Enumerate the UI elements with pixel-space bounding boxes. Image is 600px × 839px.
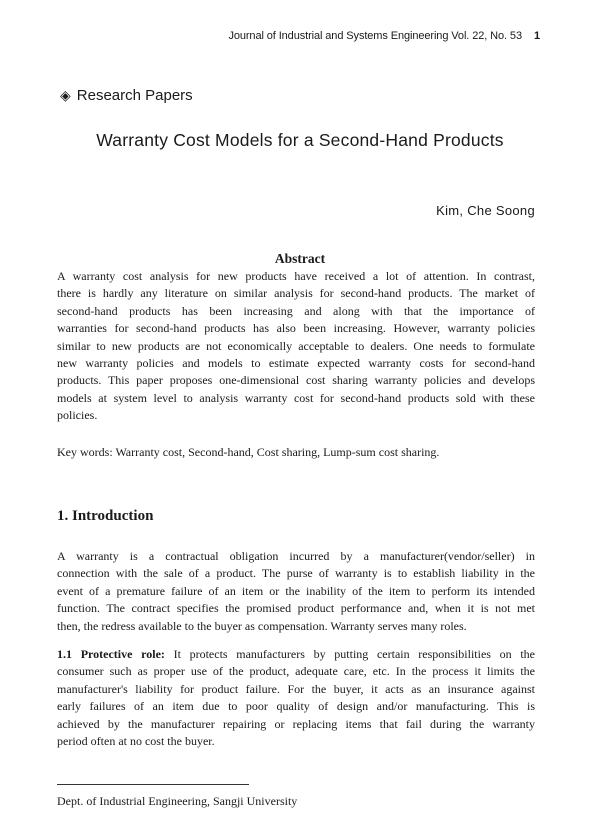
protective-role-line xyxy=(57,646,535,663)
abstract-line: policies. xyxy=(57,408,98,423)
section-label-text: Research Papers xyxy=(76,87,193,104)
introduction-line: connection with the sale of a product. The purse of warranty is to establish liability in the xyxy=(57,566,535,581)
protective-role-first-line: It protects manufacturers by putting certain responsibilities on the xyxy=(164,647,535,661)
protective-role-lead: 1.1 Protective role: xyxy=(57,647,165,661)
abstract-line: products. This paper proposes one-dimensional cost sharing warranty policies and develops xyxy=(57,373,535,388)
running-header xyxy=(220,30,540,42)
abstract-line: new warranty policies and models to estimate expected warranty costs for second-hand xyxy=(57,356,535,371)
abstract-line: A warranty cost analysis for new products have received a lot of attention. In contrast, xyxy=(57,269,535,283)
introduction-line: function. The contract specifies the promised product performance and, when it is not met xyxy=(57,601,535,616)
protective-role-line: manufacturer's liability for product failure. For the buyer, it acts as an insurance against xyxy=(57,681,535,696)
introduction-line: event of a premature failure of an item or the inability of the item to perform its intended xyxy=(57,583,535,598)
protective-role-line: period often at no cost the buyer. xyxy=(57,734,215,749)
introduction-line: A warranty is a contractual obligation incurred by a manufacturer(vendor/seller) in xyxy=(57,549,535,563)
abstract-line: warranties for second-hand products has also been increasing. However, warranty policies xyxy=(57,321,535,336)
abstract-heading: Abstract xyxy=(274,251,326,266)
protective-role-line: consumer such as proper use of the product, adequate care, etc. In the process it limits the xyxy=(57,664,535,679)
abstract-line: similar to new products are not economically acceptable to dealers. One needs to formulate xyxy=(57,338,535,353)
introduction-body xyxy=(57,548,535,635)
diamond-icon: ◈ xyxy=(60,87,71,103)
abstract-body xyxy=(57,268,535,425)
footnote-divider xyxy=(57,784,249,785)
author-affiliation: Dept. of Industrial Engineering, Sangji University xyxy=(57,794,298,808)
abstract-line: second-hand products has been increasing and along with that the importance of xyxy=(57,303,535,318)
page-number: 1 xyxy=(533,30,540,42)
abstract-line: models at system level to analysis warranty cost for second-hand products sold with these xyxy=(57,390,535,405)
protective-role-line: achieved by the manufacturer repairing or replacing items that fail during the warranty xyxy=(57,716,535,731)
keywords-line: Key words: Warranty cost, Second-hand, Cost sharing, Lump-sum cost sharing. xyxy=(57,445,440,459)
protective-role-line: early failures of an item due to poor quality of design and/or manufacturing. This is xyxy=(57,699,535,714)
abstract-line: there is hardly any literature on similar analysis for second-hand products. The market of xyxy=(57,286,535,301)
keywords xyxy=(57,444,535,461)
introduction-line: then, the redress available to the buyer as compensation. Warranty serves many roles. xyxy=(57,618,467,633)
introduction-heading: 1. Introduction xyxy=(57,508,154,524)
paper-title: Warranty Cost Models for a Second-Hand Products xyxy=(96,130,504,150)
protective-role-body xyxy=(57,646,535,750)
journal-citation: Journal of Industrial and Systems Engineering Vol. 22, No. 53 xyxy=(228,30,522,42)
section-label xyxy=(60,87,193,104)
author-name: Kim, Che Soong xyxy=(436,203,535,218)
